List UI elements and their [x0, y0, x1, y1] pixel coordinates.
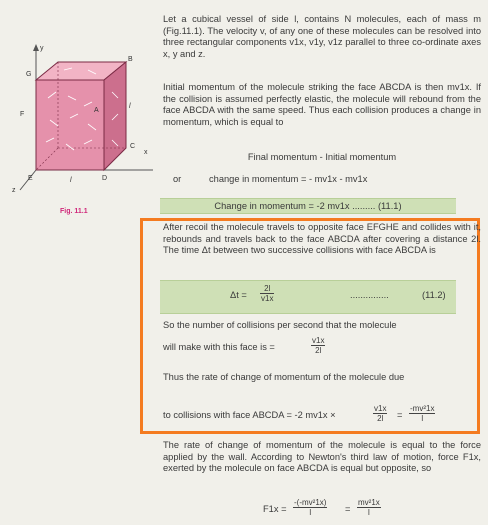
- paragraph-initial-momentum: Initial momentum of the molecule striking the face ABCDA is then mv1x. If the collision is assumed perfectly elastic, the molecule will rebound from the face ABCDA with the same speed. Thus each collision produces a change in momentum, which is equal to: [163, 82, 481, 127]
- label-x: x: [144, 149, 148, 156]
- label-z: z: [12, 187, 16, 194]
- label-C: C: [130, 143, 136, 150]
- dt-numerator: 2l: [260, 284, 274, 294]
- rate-numerator-1: v1x: [374, 404, 387, 413]
- paragraph-recoil: After recoil the molecule travels to opposite face EFGHE and collides with it, rebounds and travels back to the face ABCDA after covering a distance 2l. The time Δt between two successive collisions with face ABCDA is: [163, 222, 481, 256]
- y-axis-arrow-icon: [33, 44, 39, 51]
- force-denominator-2: l: [368, 508, 370, 517]
- dt-denominator: v1x: [261, 294, 274, 303]
- cube-diagram: [8, 40, 158, 215]
- rate-denominator-1: 2l: [377, 414, 384, 423]
- cube-front-face: [36, 80, 104, 170]
- delta-t-equation: [160, 280, 456, 314]
- rate-of-change-expr: [163, 402, 481, 428]
- final-momentum-line: Final momentum - Initial momentum: [247, 152, 397, 162]
- label-A: A: [94, 107, 99, 114]
- dt-ref: (11.2): [422, 290, 446, 300]
- force-fraction-1: [293, 498, 327, 517]
- force-lhs: F1x =: [263, 504, 287, 514]
- label-D: D: [102, 175, 108, 182]
- force-equation: [163, 496, 481, 522]
- dt-fraction: [260, 284, 274, 303]
- collisions-numerator: v1x: [312, 336, 325, 345]
- paragraph-newton-third-law: The rate of change of momentum of the molecule is equal to the force applied by the wall. According to Newton's third law of motion, force F1x, exerted by the molecule on face ABCDA is equal but opposite, so: [163, 440, 481, 474]
- label-G: G: [26, 71, 32, 78]
- rate-denominator-2: l: [421, 414, 424, 423]
- rate-text: to collisions with face ABCDA = -2 mv1x ×: [163, 410, 336, 420]
- rate-fraction-1: [373, 404, 387, 423]
- collisions-per-second-expr: [163, 336, 481, 362]
- rate-fraction-2: [409, 404, 435, 423]
- rate-numerator-2: -mv²1x: [410, 404, 435, 413]
- force-fraction-2: [357, 498, 381, 517]
- label-y: y: [40, 45, 44, 52]
- dt-dots: ...............: [350, 290, 389, 300]
- label-l-bottom: l: [70, 177, 72, 184]
- figure-caption: Fig. 11.1: [60, 208, 88, 215]
- collisions-text: will make with this face is =: [163, 342, 275, 352]
- force-equals: =: [345, 504, 351, 514]
- change-momentum-equation: Change in momentum = -2 mv1x ......... (11.1): [160, 198, 456, 214]
- or-label: or: [173, 174, 182, 184]
- collisions-fraction: [311, 336, 325, 355]
- cube-side-face: [104, 62, 126, 170]
- label-F: F: [20, 111, 25, 118]
- paragraph-intro: Let a cubical vessel of side l, contains N molecules, each of mass m (Fig.11.1). The velocity v, of any one of these molecules can be resolved into three rectangular components v1x, v1y, v1z parallel to three co-ordinate axes x, y and z.: [163, 14, 481, 59]
- rate-of-change-line: Thus the rate of change of momentum of the molecule due: [163, 372, 405, 382]
- change-momentum-expr: change in momentum = - mv1x - mv1x: [209, 174, 368, 184]
- dt-lhs: Δt =: [230, 290, 247, 300]
- collisions-per-second-line: So the number of collisions per second that the molecule: [163, 320, 397, 330]
- collisions-denominator: 2l: [315, 346, 322, 355]
- rate-equals: =: [397, 410, 403, 420]
- force-numerator-2: mv²1x: [358, 498, 380, 507]
- cube-figure: [8, 40, 158, 215]
- force-numerator-1: -(-mv²1x): [294, 498, 327, 507]
- label-B: B: [128, 56, 133, 63]
- force-denominator-1: l: [309, 508, 312, 517]
- label-E: E: [28, 175, 33, 182]
- label-l-side: l: [129, 103, 131, 110]
